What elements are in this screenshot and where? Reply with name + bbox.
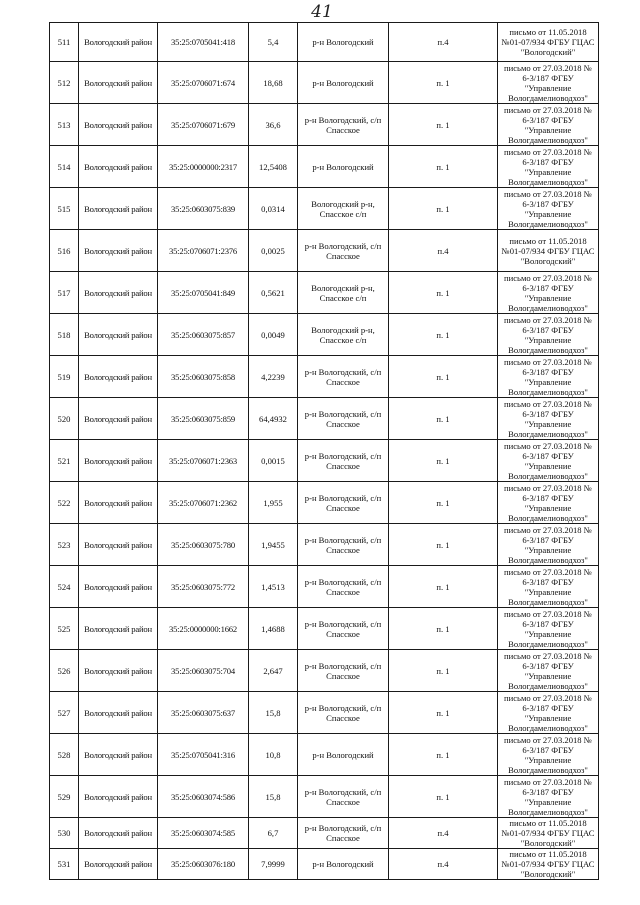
row-number-cell: 516 — [50, 230, 79, 272]
district-cell: Вологодский район — [79, 524, 158, 566]
row-number-cell: 524 — [50, 566, 79, 608]
cadastral-number-cell: 35:25:0603075:704 — [158, 650, 249, 692]
district-cell: Вологодский район — [79, 440, 158, 482]
clause-cell: п.4 — [389, 849, 498, 880]
table-row — [50, 440, 599, 482]
table-row — [50, 230, 599, 272]
district-cell: Вологодский район — [79, 188, 158, 230]
location-cell: р-н Вологодский, с/п Спасское — [298, 524, 389, 566]
district-cell: Вологодский район — [79, 566, 158, 608]
district-cell: Вологодский район — [79, 818, 158, 849]
table-row — [50, 272, 599, 314]
document-reference-cell: письмо от 27.03.2018 № 6-3/187 ФГБУ "Управление Вологдамелиоводхоз" — [498, 146, 599, 188]
table-row — [50, 818, 599, 849]
table-row — [50, 356, 599, 398]
location-cell: р-н Вологодский, с/п Спасское — [298, 356, 389, 398]
row-number-cell: 512 — [50, 62, 79, 104]
row-number-cell: 521 — [50, 440, 79, 482]
page-number: 41 — [311, 2, 333, 22]
area-cell: 1,4688 — [249, 608, 298, 650]
document-reference-cell: письмо от 27.03.2018 № 6-3/187 ФГБУ "Управление Вологдамелиоводхоз" — [498, 62, 599, 104]
table-row — [50, 524, 599, 566]
location-cell: р-н Вологодский, с/п Спасское — [298, 776, 389, 818]
clause-cell: п. 1 — [389, 734, 498, 776]
row-number-cell: 513 — [50, 104, 79, 146]
clause-cell: п. 1 — [389, 566, 498, 608]
area-cell: 15,8 — [249, 776, 298, 818]
row-number-cell: 530 — [50, 818, 79, 849]
district-cell: Вологодский район — [79, 398, 158, 440]
document-reference-cell: письмо от 27.03.2018 № 6-3/187 ФГБУ "Управление Вологдамелиоводхоз" — [498, 608, 599, 650]
cadastral-number-cell: 35:25:0603075:859 — [158, 398, 249, 440]
district-cell: Вологодский район — [79, 650, 158, 692]
document-reference-cell: письмо от 11.05.2018 №01-07/934 ФГБУ ГЦАС "Вологодский" — [498, 23, 599, 62]
row-number-cell: 523 — [50, 524, 79, 566]
document-reference-cell: письмо от 27.03.2018 № 6-3/187 ФГБУ "Управление Вологдамелиоводхоз" — [498, 482, 599, 524]
district-cell: Вологодский район — [79, 272, 158, 314]
district-cell: Вологодский район — [79, 104, 158, 146]
clause-cell: п. 1 — [389, 188, 498, 230]
location-cell: р-н Вологодский — [298, 23, 389, 62]
clause-cell: п.4 — [389, 23, 498, 62]
table-row — [50, 188, 599, 230]
table-row — [50, 566, 599, 608]
location-cell: Вологодский р-н, Спасское с/п — [298, 314, 389, 356]
area-cell: 64,4932 — [249, 398, 298, 440]
cadastral-number-cell: 35:25:0000000:1662 — [158, 608, 249, 650]
location-cell: р-н Вологодский, с/п Спасское — [298, 692, 389, 734]
location-cell: Вологодский р-н, Спасское с/п — [298, 272, 389, 314]
cadastral-number-cell: 35:25:0705041:418 — [158, 23, 249, 62]
land-plot-table — [49, 22, 599, 880]
clause-cell: п. 1 — [389, 398, 498, 440]
cadastral-number-cell: 35:25:0603075:857 — [158, 314, 249, 356]
table-body — [50, 23, 599, 880]
document-reference-cell: письмо от 27.03.2018 № 6-3/187 ФГБУ "Управление Вологдамелиоводхоз" — [498, 440, 599, 482]
table-row — [50, 692, 599, 734]
area-cell: 0,0025 — [249, 230, 298, 272]
district-cell: Вологодский район — [79, 482, 158, 524]
district-cell: Вологодский район — [79, 849, 158, 880]
document-reference-cell: письмо от 27.03.2018 № 6-3/187 ФГБУ "Управление Вологдамелиоводхоз" — [498, 524, 599, 566]
table-row — [50, 734, 599, 776]
district-cell: Вологодский район — [79, 356, 158, 398]
table-row — [50, 608, 599, 650]
location-cell: р-н Вологодский, с/п Спасское — [298, 566, 389, 608]
location-cell: р-н Вологодский, с/п Спасское — [298, 818, 389, 849]
location-cell: р-н Вологодский, с/п Спасское — [298, 608, 389, 650]
row-number-cell: 525 — [50, 608, 79, 650]
cadastral-number-cell: 35:25:0603075:637 — [158, 692, 249, 734]
document-reference-cell: письмо от 27.03.2018 № 6-3/187 ФГБУ "Управление Вологдамелиоводхоз" — [498, 188, 599, 230]
row-number-cell: 518 — [50, 314, 79, 356]
district-cell: Вологодский район — [79, 230, 158, 272]
district-cell: Вологодский район — [79, 62, 158, 104]
district-cell: Вологодский район — [79, 692, 158, 734]
cadastral-number-cell: 35:25:0706071:2362 — [158, 482, 249, 524]
area-cell: 0,0314 — [249, 188, 298, 230]
clause-cell: п. 1 — [389, 440, 498, 482]
cadastral-number-cell: 35:25:0603074:585 — [158, 818, 249, 849]
area-cell: 12,5408 — [249, 146, 298, 188]
area-cell: 0,0015 — [249, 440, 298, 482]
clause-cell: п. 1 — [389, 104, 498, 146]
location-cell: Вологодский р-н, Спасское с/п — [298, 188, 389, 230]
document-reference-cell: письмо от 27.03.2018 № 6-3/187 ФГБУ "Управление Вологдамелиоводхоз" — [498, 398, 599, 440]
location-cell: р-н Вологодский — [298, 62, 389, 104]
location-cell: р-н Вологодский, с/п Спасское — [298, 230, 389, 272]
table-row — [50, 398, 599, 440]
clause-cell: п.4 — [389, 818, 498, 849]
area-cell: 36,6 — [249, 104, 298, 146]
table-row — [50, 849, 599, 880]
district-cell: Вологодский район — [79, 776, 158, 818]
cadastral-number-cell: 35:25:0706071:674 — [158, 62, 249, 104]
document-reference-cell: письмо от 27.03.2018 № 6-3/187 ФГБУ "Управление Вологдамелиоводхоз" — [498, 650, 599, 692]
clause-cell: п. 1 — [389, 356, 498, 398]
area-cell: 7,9999 — [249, 849, 298, 880]
location-cell: р-н Вологодский, с/п Спасское — [298, 398, 389, 440]
row-number-cell: 529 — [50, 776, 79, 818]
cadastral-number-cell: 35:25:0603075:839 — [158, 188, 249, 230]
cadastral-number-cell: 35:25:0706071:679 — [158, 104, 249, 146]
row-number-cell: 528 — [50, 734, 79, 776]
area-cell: 10,8 — [249, 734, 298, 776]
row-number-cell: 522 — [50, 482, 79, 524]
cadastral-number-cell: 35:25:0603076:180 — [158, 849, 249, 880]
row-number-cell: 514 — [50, 146, 79, 188]
clause-cell: п. 1 — [389, 524, 498, 566]
location-cell: р-н Вологодский — [298, 849, 389, 880]
cadastral-number-cell: 35:25:0706071:2363 — [158, 440, 249, 482]
area-cell: 1,9455 — [249, 524, 298, 566]
district-cell: Вологодский район — [79, 23, 158, 62]
clause-cell: п. 1 — [389, 146, 498, 188]
district-cell: Вологодский район — [79, 734, 158, 776]
clause-cell: п. 1 — [389, 482, 498, 524]
area-cell: 2,647 — [249, 650, 298, 692]
cadastral-number-cell: 35:25:0705041:316 — [158, 734, 249, 776]
document-reference-cell: письмо от 27.03.2018 № 6-3/187 ФГБУ "Управление Вологдамелиоводхоз" — [498, 692, 599, 734]
document-reference-cell: письмо от 27.03.2018 № 6-3/187 ФГБУ "Управление Вологдамелиоводхоз" — [498, 566, 599, 608]
cadastral-number-cell: 35:25:0603075:858 — [158, 356, 249, 398]
location-cell: р-н Вологодский, с/п Спасское — [298, 440, 389, 482]
area-cell: 5,4 — [249, 23, 298, 62]
district-cell: Вологодский район — [79, 608, 158, 650]
clause-cell: п. 1 — [389, 776, 498, 818]
row-number-cell: 511 — [50, 23, 79, 62]
district-cell: Вологодский район — [79, 146, 158, 188]
document-reference-cell: письмо от 11.05.2018 №01-07/934 ФГБУ ГЦАС "Вологодский" — [498, 849, 599, 880]
area-cell: 0,0049 — [249, 314, 298, 356]
clause-cell: п. 1 — [389, 272, 498, 314]
document-reference-cell: письмо от 11.05.2018 №01-07/934 ФГБУ ГЦАС "Вологодский" — [498, 230, 599, 272]
cadastral-number-cell: 35:25:0603074:586 — [158, 776, 249, 818]
row-number-cell: 519 — [50, 356, 79, 398]
clause-cell: п. 1 — [389, 692, 498, 734]
table-row — [50, 146, 599, 188]
clause-cell: п. 1 — [389, 62, 498, 104]
clause-cell: п. 1 — [389, 608, 498, 650]
area-cell: 6,7 — [249, 818, 298, 849]
table-row — [50, 482, 599, 524]
cadastral-number-cell: 35:25:0603075:772 — [158, 566, 249, 608]
area-cell: 4,2239 — [249, 356, 298, 398]
row-number-cell: 527 — [50, 692, 79, 734]
area-cell: 0,5621 — [249, 272, 298, 314]
cadastral-number-cell: 35:25:0706071:2376 — [158, 230, 249, 272]
area-cell: 1,4513 — [249, 566, 298, 608]
document-reference-cell: письмо от 27.03.2018 № 6-3/187 ФГБУ "Управление Вологдамелиоводхоз" — [498, 272, 599, 314]
location-cell: р-н Вологодский, с/п Спасское — [298, 104, 389, 146]
location-cell: р-н Вологодский — [298, 146, 389, 188]
district-cell: Вологодский район — [79, 314, 158, 356]
document-reference-cell: письмо от 11.05.2018 №01-07/934 ФГБУ ГЦАС "Вологодский" — [498, 818, 599, 849]
cadastral-number-cell: 35:25:0603075:780 — [158, 524, 249, 566]
table-row — [50, 650, 599, 692]
table-row — [50, 314, 599, 356]
location-cell: р-н Вологодский, с/п Спасское — [298, 650, 389, 692]
table-row — [50, 104, 599, 146]
row-number-cell: 517 — [50, 272, 79, 314]
area-cell: 1,955 — [249, 482, 298, 524]
table-row — [50, 62, 599, 104]
area-cell: 18,68 — [249, 62, 298, 104]
row-number-cell: 526 — [50, 650, 79, 692]
row-number-cell: 531 — [50, 849, 79, 880]
document-reference-cell: письмо от 27.03.2018 № 6-3/187 ФГБУ "Управление Вологдамелиоводхоз" — [498, 104, 599, 146]
cadastral-number-cell: 35:25:0000000:2317 — [158, 146, 249, 188]
clause-cell: п. 1 — [389, 650, 498, 692]
document-reference-cell: письмо от 27.03.2018 № 6-3/187 ФГБУ "Управление Вологдамелиоводхоз" — [498, 314, 599, 356]
document-reference-cell: письмо от 27.03.2018 № 6-3/187 ФГБУ "Управление Вологдамелиоводхоз" — [498, 356, 599, 398]
area-cell: 15,8 — [249, 692, 298, 734]
location-cell: р-н Вологодский — [298, 734, 389, 776]
document-reference-cell: письмо от 27.03.2018 № 6-3/187 ФГБУ "Управление Вологдамелиоводхоз" — [498, 776, 599, 818]
row-number-cell: 520 — [50, 398, 79, 440]
table-row — [50, 23, 599, 62]
location-cell: р-н Вологодский, с/п Спасское — [298, 482, 389, 524]
cadastral-number-cell: 35:25:0705041:849 — [158, 272, 249, 314]
document-reference-cell: письмо от 27.03.2018 № 6-3/187 ФГБУ "Управление Вологдамелиоводхоз" — [498, 734, 599, 776]
row-number-cell: 515 — [50, 188, 79, 230]
table-row — [50, 776, 599, 818]
clause-cell: п.4 — [389, 230, 498, 272]
clause-cell: п. 1 — [389, 314, 498, 356]
